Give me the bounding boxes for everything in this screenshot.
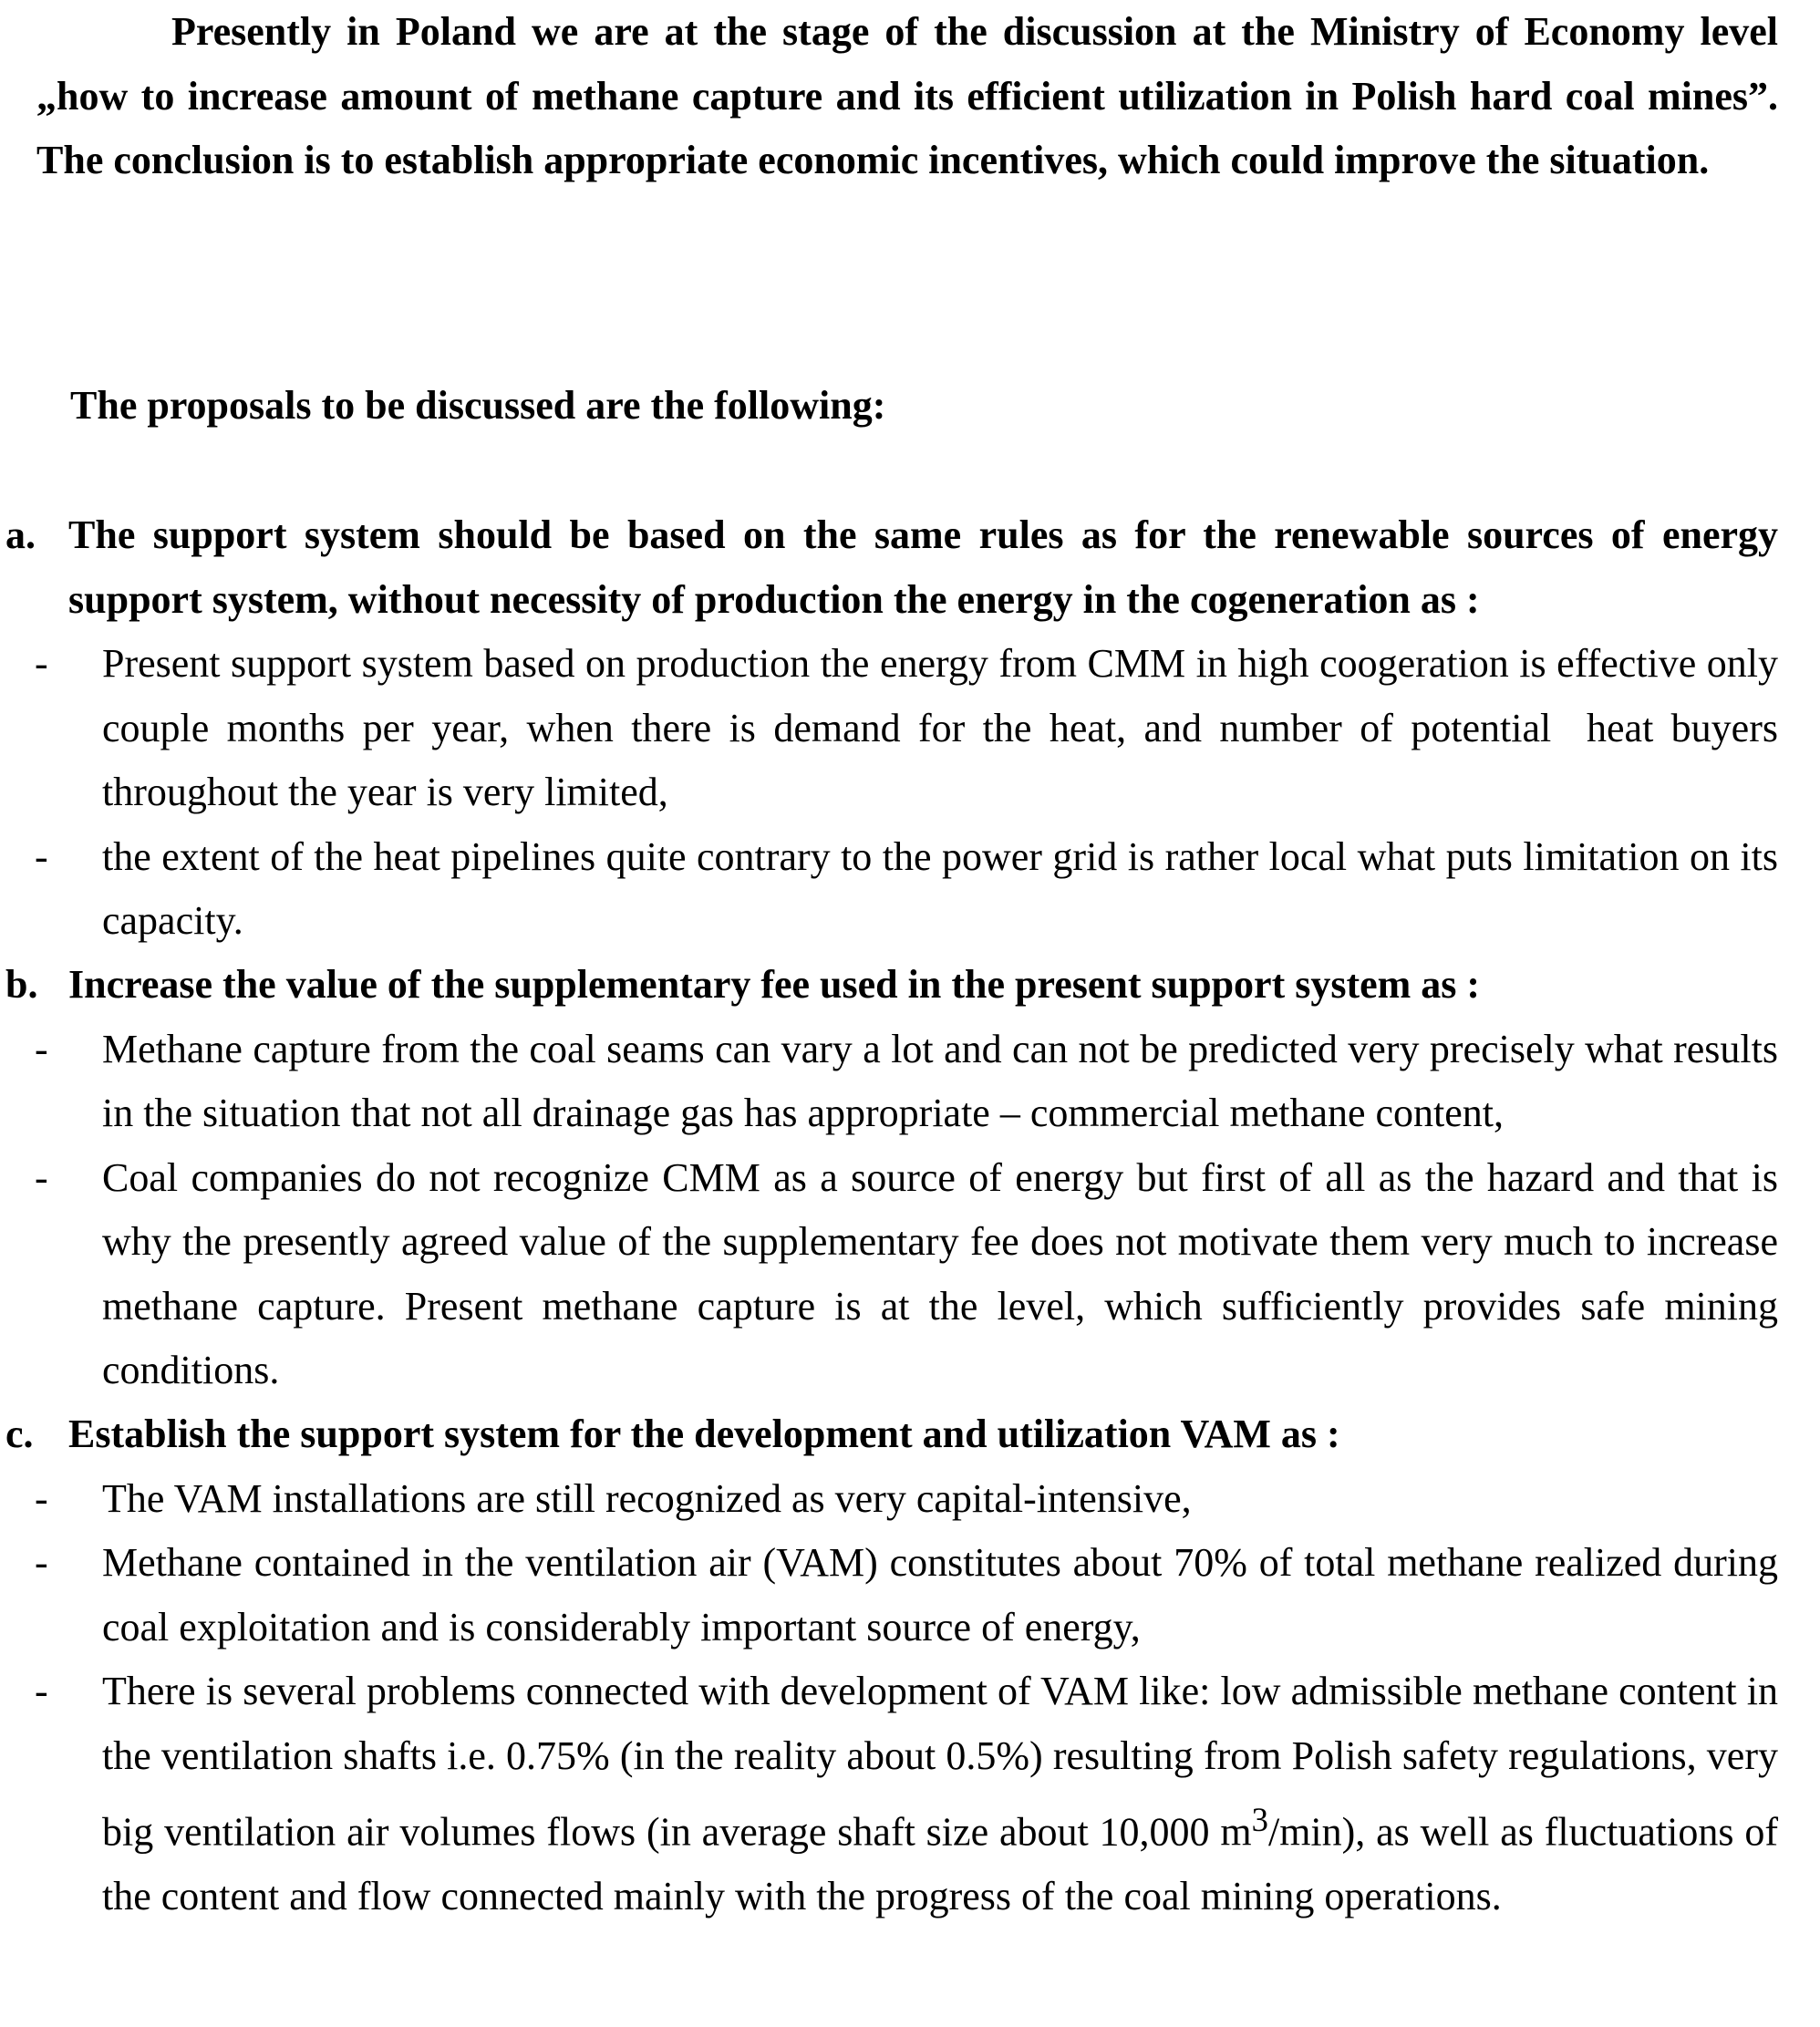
proposal-heading-text-b: Increase the value of the supplementary fee used in the present support system as : (68, 962, 1481, 1007)
bullet-dash: - (35, 641, 48, 686)
bullet-dash: - (35, 1540, 48, 1585)
vam-problems-text-part-2: /min), as well as fluctuations of the content and flow connected mainly with the progress of the coal mining operations. (102, 1809, 1779, 1919)
list-item (0, 825, 1820, 954)
proposal-section-c (0, 1402, 1820, 1929)
proposal-letter-a: a. (5, 512, 36, 557)
bullet-dash: - (35, 1669, 48, 1713)
list-item (0, 1146, 1820, 1403)
list-item (0, 1531, 1820, 1660)
list-item-text: the extent of the heat pipelines quite contrary to the power grid is rather local what puts limitation on its capacity. (102, 833, 1778, 943)
proposal-section-a (0, 503, 1820, 954)
proposal-heading-text-a: The support system should be based on the same rules as for the renewable sources of energy support system, without necessity of production the energy in the cogeneration as : (68, 512, 1778, 622)
list-item (0, 632, 1820, 825)
list-item-text: Methane contained in the ventilation air (VAM) constitutes about 70% of total methane realized during coal exploitation and is considerably important source of energy, (102, 1540, 1778, 1650)
proposal-letter-b: b. (5, 962, 38, 1007)
intro-paragraph: Presently in Poland we are at the stage of the discussion at the Ministry of Economy level „how to increase amount of methane capture and its efficient utilization in Polish hard coal mines”. The conclusion is to establish appropriate economic incentives, which could improve the situation. (36, 9, 1778, 182)
proposal-heading-a (0, 503, 1820, 632)
proposal-section-b (0, 953, 1820, 1403)
proposals-heading: The proposals to be discussed are the following: (70, 383, 886, 428)
proposal-letter-c: c. (5, 1412, 34, 1456)
list-item-text: Present support system based on production the energy from CMM in high coogeration is effective only couple months per year, when there is demand for the heat, and number of potential heat buyers throughout the year is very limited, (102, 641, 1778, 814)
bullet-dash: - (35, 1154, 48, 1200)
bullet-dash: - (35, 833, 48, 879)
bullet-dash: - (35, 1475, 48, 1521)
list-item-text: Coal companies do not recognize CMM as a source of energy but first of all as the hazard and that is why the presently agreed value of the supplementary fee does not motivate them very much to increase methane capture. Present methane capture is at the level, which sufficiently provides safe mining conditions. (102, 1154, 1778, 1392)
bullet-dash: - (35, 1026, 48, 1071)
list-item-text (102, 1660, 1778, 1929)
proposal-heading-b (0, 953, 1820, 1018)
list-item-text: Methane capture from the coal seams can vary a lot and can not be predicted very precisely what results in the situation that not all drainage gas has appropriate – commercial methane content, (102, 1026, 1778, 1135)
vam-problems-text-part-1: There is several problems connected with development of VAM like: low admissible methane content in the ventilation shafts i.e. 0.75% (in the reality about 0.5%) resulting from Polish safety regulations, very big ventilation air volumes flows (in average shaft size about 10,000 m (102, 1669, 1778, 1855)
list-item-text: The VAM installations are still recognized as very capital-intensive, (102, 1475, 1192, 1521)
cubic-superscript: 3 (1251, 1801, 1268, 1838)
list-item (0, 1660, 1820, 1929)
list-item (0, 1467, 1820, 1532)
proposal-heading-text-c: Establish the support system for the development and utilization VAM as : (68, 1412, 1340, 1456)
proposal-heading-c (0, 1402, 1820, 1467)
list-item (0, 1018, 1820, 1146)
